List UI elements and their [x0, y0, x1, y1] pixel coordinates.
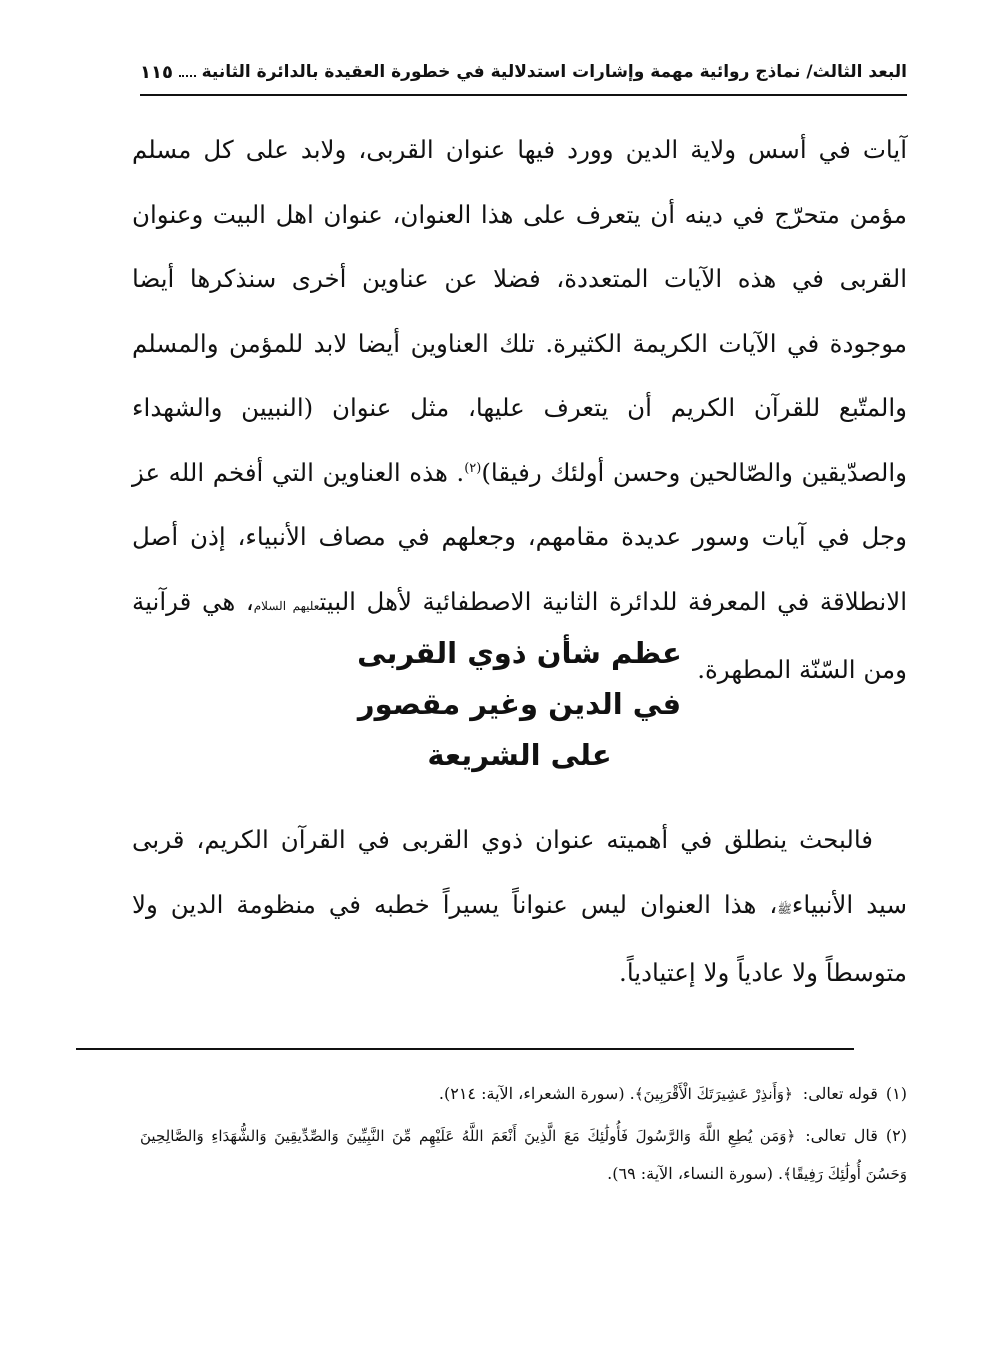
footnote-ref-2[interactable]: (٢) — [464, 460, 482, 476]
footnote-divider — [76, 1048, 854, 1050]
footnote-1 — [140, 1075, 907, 1113]
paragraph-2-text-b: ، هذا العنوان ليس عنواناً يسيراً خطبه في منظومة الدين ولا متوسطاً ولا عادياً ولا إعتيادياً. — [132, 889, 907, 987]
honorific-prophet: ﷺ — [777, 901, 792, 916]
paragraph-1-text-a: آيات في أسس ولاية الدين وورد فيها عنوان القربى، ولابد على كل مسلم مؤمن متحرّج في دينه أن يتعرف على هذا العنوان، عنوان اهل البيت وعنوان القربى في هذه الآيات المتعددة، فضلا عن عناوين أخرى سنذكرها أيضا موجودة في الآيات الكريمة الكثيرة. تلك العناوين أيضا لابد للمؤمن والمسلم والمتّبع للقرآن الكريم أن يتعرف عليها، مثل عنوان (النبيين والشهداء والصدّيقين والصّالحين وحسن أولئك رفيقا) — [132, 135, 908, 487]
running-header — [140, 50, 907, 96]
footnotes — [140, 1075, 907, 1197]
footnote-2 — [140, 1117, 907, 1193]
section-heading-line-3: على الشريعة — [427, 738, 612, 772]
section-heading — [132, 628, 907, 781]
footnote-2-lead: قال تعالى: — [805, 1126, 878, 1145]
header-dot-leader — [179, 75, 196, 77]
page-number: ١١٥ — [140, 61, 173, 83]
footnote-2-source: . (سورة النساء، الآية: ٦٩). — [607, 1164, 784, 1183]
section-heading-line-2: في الدين وغير مقصور — [357, 687, 682, 721]
footnote-1-lead: قوله تعالى: — [802, 1084, 878, 1103]
footnote-1-number: (١) — [885, 1084, 907, 1103]
paragraph-1-text-b: . هذه العناوين التي أفخم الله عز وجل في آيات وسور عديدة مقامهم، وجعلهم في مصاف الأنبياء، إذن أصل الانطلاقة في المعرفة للدائرة الثانية الاصطفائية لأهل البيت — [132, 457, 908, 616]
footnote-2-quote: ﴿وَمَن يُطِعِ اللَّهَ وَالرَّسُولَ فَأُولَٰئِكَ مَعَ الَّذِينَ أَنْعَمَ اللَّهُ عَلَيْهِم مِّنَ النَّبِيِّينَ وَالصِّدِّيقِينَ وَالشُّهَدَاءِ وَالصَّالِحِينَ وَحَسُنَ أُولَٰئِكَ رَفِيقًا﴾ — [140, 1127, 907, 1183]
honorific-ahl-al-bayt: عليهم السلام — [253, 598, 320, 613]
paragraph-2-text-a: فالبحث ينطلق في أهميته عنوان ذوي القربى في القرآن الكريم، قربى سيد الأنبياء — [132, 825, 907, 919]
footnote-1-quote: ﴿وَأَنذِرْ عَشِيرَتَكَ الْأَقْرَبِينَ﴾ — [634, 1085, 793, 1103]
body-paragraph-2 — [132, 808, 907, 1006]
section-heading-line-1: عظم شأن ذوي القربى — [357, 636, 682, 670]
footnote-2-number: (٢) — [885, 1126, 907, 1145]
header-title: البعد الثالث/ نماذج روائية مهمة وإشارات استدلالية في خطورة العقيدة بالدائرة الثانية — [201, 62, 907, 82]
footnote-1-source: . (سورة الشعراء، الآية: ٢١٤). — [438, 1084, 635, 1103]
body-paragraph-1 — [132, 118, 907, 703]
paragraph-1-text-c: ، هي قرآنية ومن السّنّة المطهرة. — [132, 586, 907, 684]
